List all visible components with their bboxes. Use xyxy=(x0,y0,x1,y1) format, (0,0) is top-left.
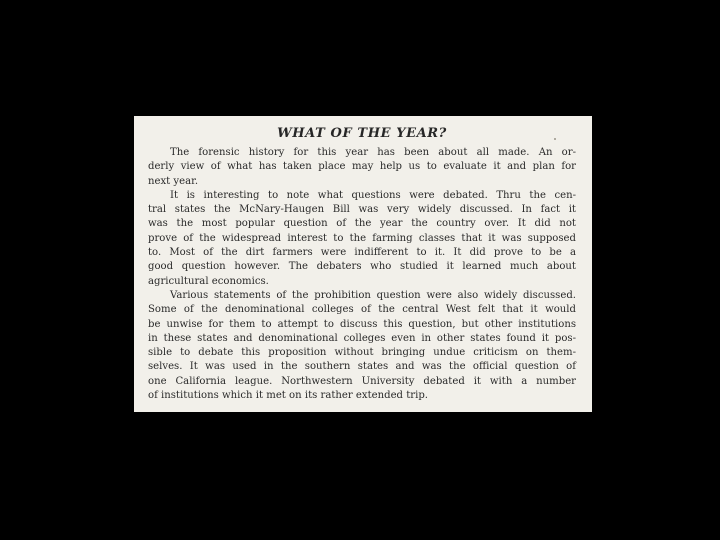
paragraph-2 xyxy=(148,189,576,289)
text-line: sible to debate this proposition without bringing undue criticism on them- xyxy=(148,347,576,359)
text-line: next year. xyxy=(148,175,199,187)
article-heading: WHAT OF THE YEAR? xyxy=(277,126,447,141)
text-line: prove of the widespread interest to the farming classes that it was supposed xyxy=(148,232,576,244)
text-line: in these states and denominational colleges even in other states found it pos- xyxy=(148,332,576,344)
text-line: Some of the denominational colleges of the central West felt that it would xyxy=(148,304,576,316)
text-line: It is interesting to note what questions were debated. Thru the cen- xyxy=(170,189,576,201)
text-line: to. Most of the dirt farmers were indifferent to it. It did prove to be a xyxy=(148,247,576,259)
text-line: Various statements of the prohibition question were also widely discussed. xyxy=(170,289,576,301)
text-line: good question however. The debaters who studied it learned much about xyxy=(148,261,576,273)
text-line: agricultural economics. xyxy=(148,275,269,287)
text-line: of institutions which it met on its rather extended trip. xyxy=(148,390,429,402)
scanned-page xyxy=(134,116,592,412)
text-line: derly view of what has taken place may help us to evaluate it and plan for xyxy=(148,161,576,173)
text-line: one California league. Northwestern University debated it with a number xyxy=(148,375,576,387)
text-line: be unwise for them to attempt to discuss this question, but other institutions xyxy=(148,318,576,330)
text-line: tral states the McNary-Haugen Bill was very widely discussed. In fact it xyxy=(148,204,576,216)
text-line: was the most popular question of the year the country over. It did not xyxy=(148,218,576,230)
text-line: selves. It was used in the southern states and was the official question of xyxy=(148,361,576,373)
paragraph-3 xyxy=(148,289,576,403)
paper-speck xyxy=(554,138,556,140)
text-line: The forensic history for this year has been about all made. An or- xyxy=(170,147,576,158)
paragraph-1 xyxy=(148,146,576,189)
